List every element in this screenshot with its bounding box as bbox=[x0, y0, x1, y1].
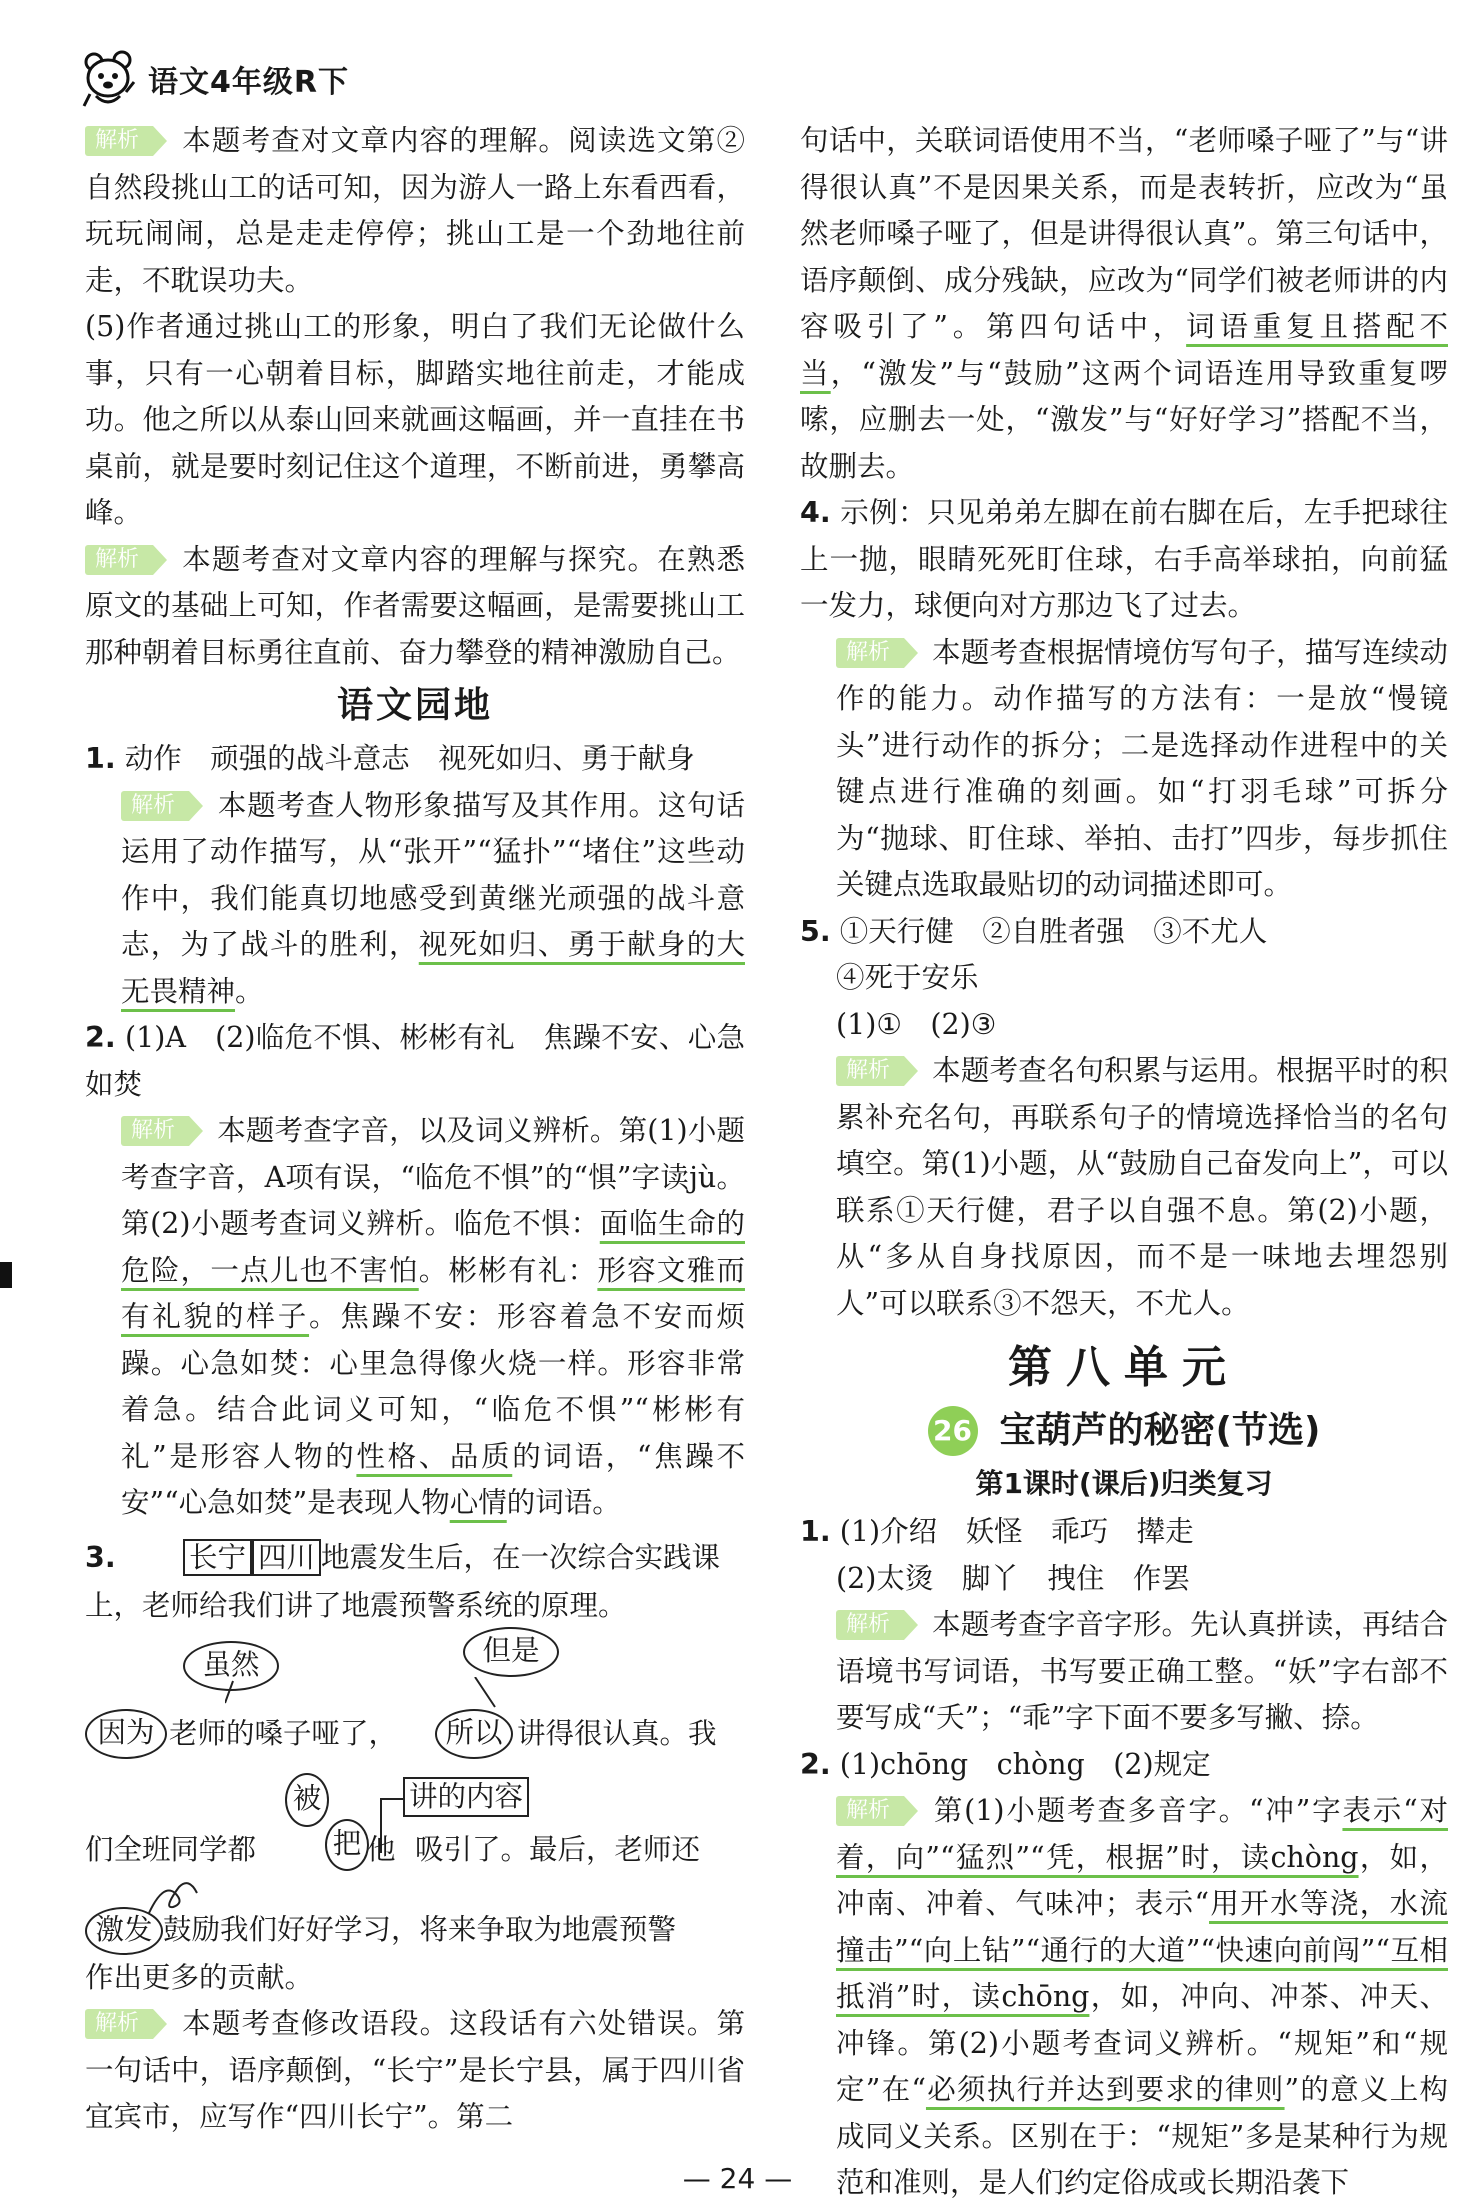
box-jiang-de-nei-rong: 讲的内容 bbox=[403, 1777, 529, 1817]
unit-title: 第八单元 bbox=[1008, 1342, 1240, 1393]
period-title: 第1课时(课后)归类复习 bbox=[975, 1467, 1273, 1500]
lesson-question-2-answer: 2. (1)chōng chòng (2)规定 bbox=[800, 1747, 1211, 1781]
diagram-line-5: 激发 鼓励我们好好学习，将来争取为地震预警 bbox=[85, 1907, 745, 1955]
oval-ba: 把 bbox=[325, 1819, 369, 1871]
question-5-analysis: 解析 本题考查名句积累与运用。根据平时的积累补充名句，再联系句子的情境选择恰当的名句填空。第(1)小题，从“鼓励自己奋发向上”，可以联系①天行健，君子以自强不息。第(2)小题，从“多从自身找原因，而不是一味地去埋怨别人”可以联系③不怨天，不尤人。 bbox=[836, 1054, 1448, 1320]
analysis-paragraph: 解析 本题考查对文章内容的理解与探究。在熟悉原文的基础上可知，作者需要这幅画，是需要挑山工那种朝着目标勇往直前、奋力攀登的精神激励自己。 bbox=[85, 542, 745, 669]
question-3-number: 3. bbox=[85, 1540, 116, 1574]
delete-mark-icon bbox=[145, 1879, 205, 1919]
jiexi-label: 解析 bbox=[85, 545, 167, 575]
oval-danshi: 但是 bbox=[463, 1627, 559, 1677]
page-number: — 24 — bbox=[682, 2162, 793, 2195]
page-header bbox=[78, 44, 349, 114]
diagram-line-4a: 们全班同学都 bbox=[85, 1832, 257, 1866]
right-column bbox=[800, 118, 1448, 2207]
section-title: 语文园地 bbox=[336, 685, 493, 726]
question-3-analysis: 解析 本题考查修改语段。这段话有六处错误。第一句话中，语序颠倒，“长宁”是长宁县，属于四川省宜宾市，应写作“四川长宁”。第二 bbox=[85, 2007, 745, 2133]
oval-suoyi: 所以 bbox=[435, 1709, 513, 1759]
question-5-answer-line-3: (1)① (2)③ bbox=[836, 1007, 997, 1041]
box-changning: 长宁 bbox=[183, 1539, 252, 1576]
bear-mascot-icon bbox=[78, 48, 140, 110]
question-2-analysis: 解析 本题考查字音，以及词义辨析。第(1)小题考查字音，A项有误，“临危不惧”的“惧”字读jù。第(2)小题考查词义辨析。临危不惧：面临生命的危险，一点儿也不害怕。彬彬有礼：形容文雅而有礼貌的样子。焦躁不安：形容着急不安而烦躁。心急如焚：心里急得像火烧一样。形容非常着急。结合此词义可知，“临危不惧”“彬彬有礼”是形容人物的性格、品质的词语，“焦躁不安”“心急如焚”是表现人物心情的词语。 bbox=[121, 1114, 745, 1519]
question-5-answer: 5. ①天行健 ②自胜者强 ③不尤人 bbox=[800, 914, 1268, 948]
lesson-title: 26 宝葫芦的秘密(节选) bbox=[800, 1403, 1448, 1459]
oval-yinwei: 因为 bbox=[85, 1709, 167, 1759]
lesson-number-badge: 26 bbox=[928, 1406, 978, 1456]
question-1-analysis: 解析 本题考查人物形象描写及其作用。这句话运用了动作描写，从“张开”“猛扑”“堵住”这些动作中，我们能真切地感受到黄继光顽强的战斗意志，为了战斗的胜利，视死如归、勇于献身的大无畏精神。 bbox=[121, 788, 745, 1008]
left-column bbox=[85, 118, 745, 2141]
jiexi-label: 解析 bbox=[836, 638, 918, 668]
header-title: 语文4年级R下 bbox=[148, 65, 349, 100]
diagram-line-6: 作出更多的贡献。 bbox=[85, 1960, 314, 1994]
lesson-question-2-analysis: 解析 第(1)小题考查多音字。“冲”字表示“对着，向”“猛烈”“凭，根据”时，读chòng，如，冲南、冲着、气味冲；表示“用开水等浇，水流撞击”“向上钻”“通行的大道”“快速向前闯”“互相抵消”时，读chōng，如，冲向、冲茶、冲天、冲锋。第(2)小题考查词义辨析。“规矩”和“规定”在“必须执行并达到要求的律则”的意义上构成同义关系。区别在于：“规矩”多是某种行为规范和准则，是人们约定俗成或长期沿袭下 bbox=[836, 1794, 1448, 2199]
jiexi-label: 解析 bbox=[121, 791, 203, 821]
lesson-question-1-analysis: 解析 本题考查字音字形。先认真拼读，再结合语境书写词语，书写要正确工整。“妖”字右部不要写成“夭”；“乖”字下面不要多写撇、捺。 bbox=[836, 1608, 1448, 1734]
binding-mark bbox=[0, 1262, 12, 1288]
question-4-answer: 4. 示例：只见弟弟左脚在前右脚在后，左手把球往上一抛，眼睛死死盯住球，右手高举球拍，向前猛一发力，球便向对方那边飞了过去。 bbox=[800, 496, 1448, 622]
question-2-answer: 2. (1)A (2)临危不惧、彬彬有礼 焦躁不安、心急如焚 bbox=[85, 1021, 745, 1101]
jiexi-label: 解析 bbox=[836, 1796, 918, 1826]
jiexi-label: 解析 bbox=[836, 1610, 918, 1640]
correction-diagram: 3. 长宁 四川 地震发生后，在一次综合实践课 上，老师给我们讲了地震预警系统的原理。 虽然 但是 因为 老师的嗓子哑了， 所以 讲得很认真。我 被 把 讲的内容 们全班同学都 他 吸引了。最后，老师还 bbox=[85, 1527, 745, 1947]
lesson-question-1-answer: 1. (1)介绍 妖怪 乖巧 撵走 bbox=[800, 1515, 1194, 1548]
diagram-line-3b: 讲得很认真。我 bbox=[517, 1716, 717, 1750]
oval-jifa: 激发 bbox=[85, 1907, 163, 1955]
diagram-line-4b: 他 bbox=[367, 1832, 396, 1866]
jiexi-label: 解析 bbox=[836, 1056, 918, 1086]
jiexi-label: 解析 bbox=[85, 2009, 167, 2039]
question-1-answer: 1. 动作 顽强的战斗意志 视死如归、勇于献身 bbox=[85, 742, 695, 775]
oval-suiran: 虽然 bbox=[183, 1641, 279, 1691]
analysis-paragraph: 解析 本题考查对文章内容的理解。阅读选文第②自然段挑山工的话可知，因为游人一路上东看西看，玩玩闹闹，总是走走停停；挑山工是一个劲地往前走，不耽误功夫。 bbox=[85, 124, 745, 297]
jiexi-label: 解析 bbox=[121, 1116, 203, 1146]
answer-paragraph: (5)作者通过挑山工的形象，明白了我们无论做什么事，只有一心朝着目标，脚踏实地往前走，才能成功。他之所以从泰山回来就画这幅画，并一直挂在书桌前，就是要时刻记住这个道理，不断前进，勇攀高峰。 bbox=[85, 310, 745, 529]
diagram-line-3a: 老师的嗓子哑了， bbox=[169, 1716, 398, 1750]
lesson-question-1-answer-line-2: (2)太烫 脚丫 拽住 作罢 bbox=[836, 1561, 1190, 1595]
diagram-line-4c: 吸引了。最后，老师还 bbox=[415, 1832, 701, 1866]
diagram-line-2: 上，老师给我们讲了地震预警系统的原理。 bbox=[85, 1588, 627, 1622]
question-5-answer-line-2: ④死于安乐 bbox=[836, 961, 979, 994]
box-sichuan: 四川 bbox=[252, 1539, 321, 1576]
question-3-analysis-continued: 句话中，关联词语使用不当，“老师嗓子哑了”与“讲得很认真”不是因果关系，而是表转折，应改为“虽然老师嗓子哑了，但是讲得很认真”。第三句话中，语序颠倒、成分残缺，应改为“同学们被老师讲的内容吸引了”。第四句话中，词语重复且搭配不当，“激发”与“鼓励”这两个词语连用导致重复啰嗦，应删去一处，“激发”与“好好学习”搭配不当，故删去。 bbox=[800, 124, 1448, 483]
jiexi-label: 解析 bbox=[85, 126, 167, 156]
question-4-analysis: 解析 本题考查根据情境仿写句子，描写连续动作的能力。动作描写的方法有：一是放“慢镜头”进行动作的拆分；二是选择动作进程中的关键点进行准确的刻画。如“打羽毛球”可拆分为“抛球、盯住球、举拍、击打”四步，每步抓住关键点选取最贴切的动词描述即可。 bbox=[836, 635, 1448, 901]
oval-bei: 被 bbox=[285, 1773, 329, 1827]
